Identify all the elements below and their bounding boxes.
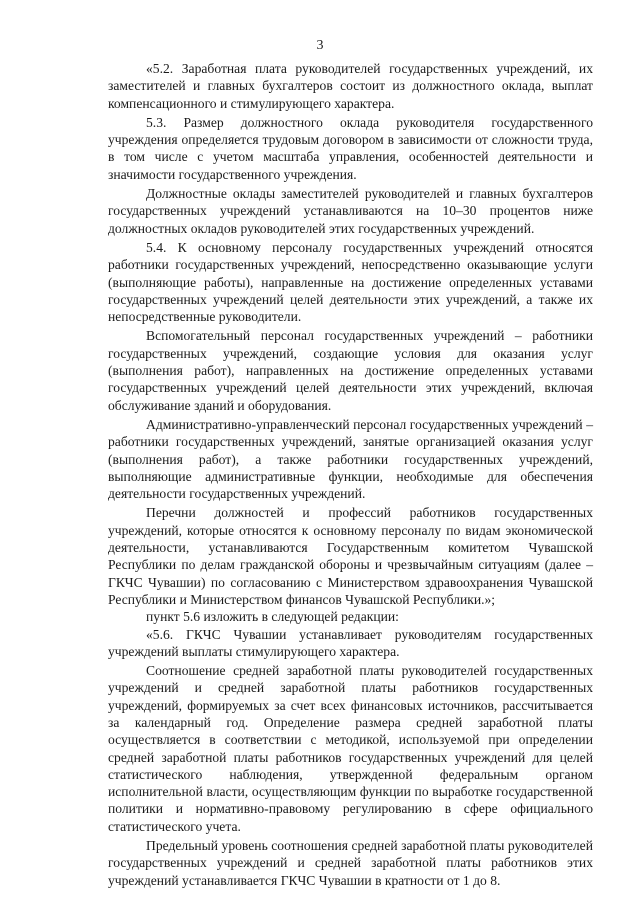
paragraph: Должностные оклады заместителей руководителей и главных бухгалтеров государственных учреждений устанавливаются на 10–30 процентов ниже должностных окладов руководителей этих государственных учреждений. [108,186,593,236]
page-number: 3 [316,38,324,53]
paragraph: Соотношение средней заработной платы руководителей государственных учреждений и средней заработной платы работников государственных учреждений, формируемых за счет всех финансовых источников, рассчитывается за календарный год. Определение размера средней заработной платы осуществляется в соответствии с методикой, используемой при определении средней заработной платы работников государственных учреждений для целей статистического наблюдения, утвержденной федеральным органом исполнительной власти, осуществляющим функции по выработке государственной политики и нормативно-правовому регулированию в сфере официального статистического учета. [108,663,593,834]
paragraph: Административно-управленческий персонал государственных учреждений – работники государственных учреждений, занятые организацией оказания услуг (выполнения работ), а также работники государственных учреждений, выполняющие административные функции, необходимые для обеспечения деятельности государственных учреждений. [108,416,593,502]
document-body [108,60,593,889]
paragraph: 5.3. Размер должностного оклада руководителя государственного учреждения определяется трудовым договором в зависимости от сложности труда, в том числе с учетом масштаба управления, особенностей деятельности и значимости государственного учреждения. [108,114,593,182]
paragraph: Предельный уровень соотношения средней заработной платы руководителей государственных учреждений и средней заработной платы работников этих учреждений устанавливается ГКЧС Чувашии в кратности от 1 до 8. [108,838,593,888]
paragraph: Вспомогательный персонал государственных учреждений – работники государственных учреждений, создающие условия для оказания услуг (выполнения работ), направленных на достижение определенных уставами государственных учреждений целей деятельности этих учреждений, включая обслуживание зданий и оборудования. [108,328,593,413]
paragraph: пункт 5.6 изложить в следующей редакции: [146,609,399,625]
paragraph: 5.4. К основному персоналу государственных учреждений относятся работники государственных учреждений, непосредственно оказывающие услуги (выполняющие работы), направленные на достижение определенных уставами государственных учреждений целей деятельности этих учреждений, а также их непосредственные руководители. [108,239,593,325]
paragraph: Перечни должностей и профессий работников государственных учреждений, которые относятся к основному персоналу по видам экономической деятельности, устанавливаются Государственным комитетом Чувашской Республики по делам гражданской обороны и чрезвычайным ситуациям (далее – ГКЧС Чувашии) по согласованию с Министерством здравоохранения Чувашской Республики и Министерством финансов Чувашской Республики.»; [108,505,593,607]
paragraph: «5.2. Заработная плата руководителей государственных учреждений, их заместителей и главных бухгалтеров состоит из должностного оклада, выплат компенсационного и стимулирующего характера. [108,61,593,111]
paragraph: «5.6. ГКЧС Чувашии устанавливает руководителям государственных учреждений выплаты стимулирующего характера. [108,626,593,659]
